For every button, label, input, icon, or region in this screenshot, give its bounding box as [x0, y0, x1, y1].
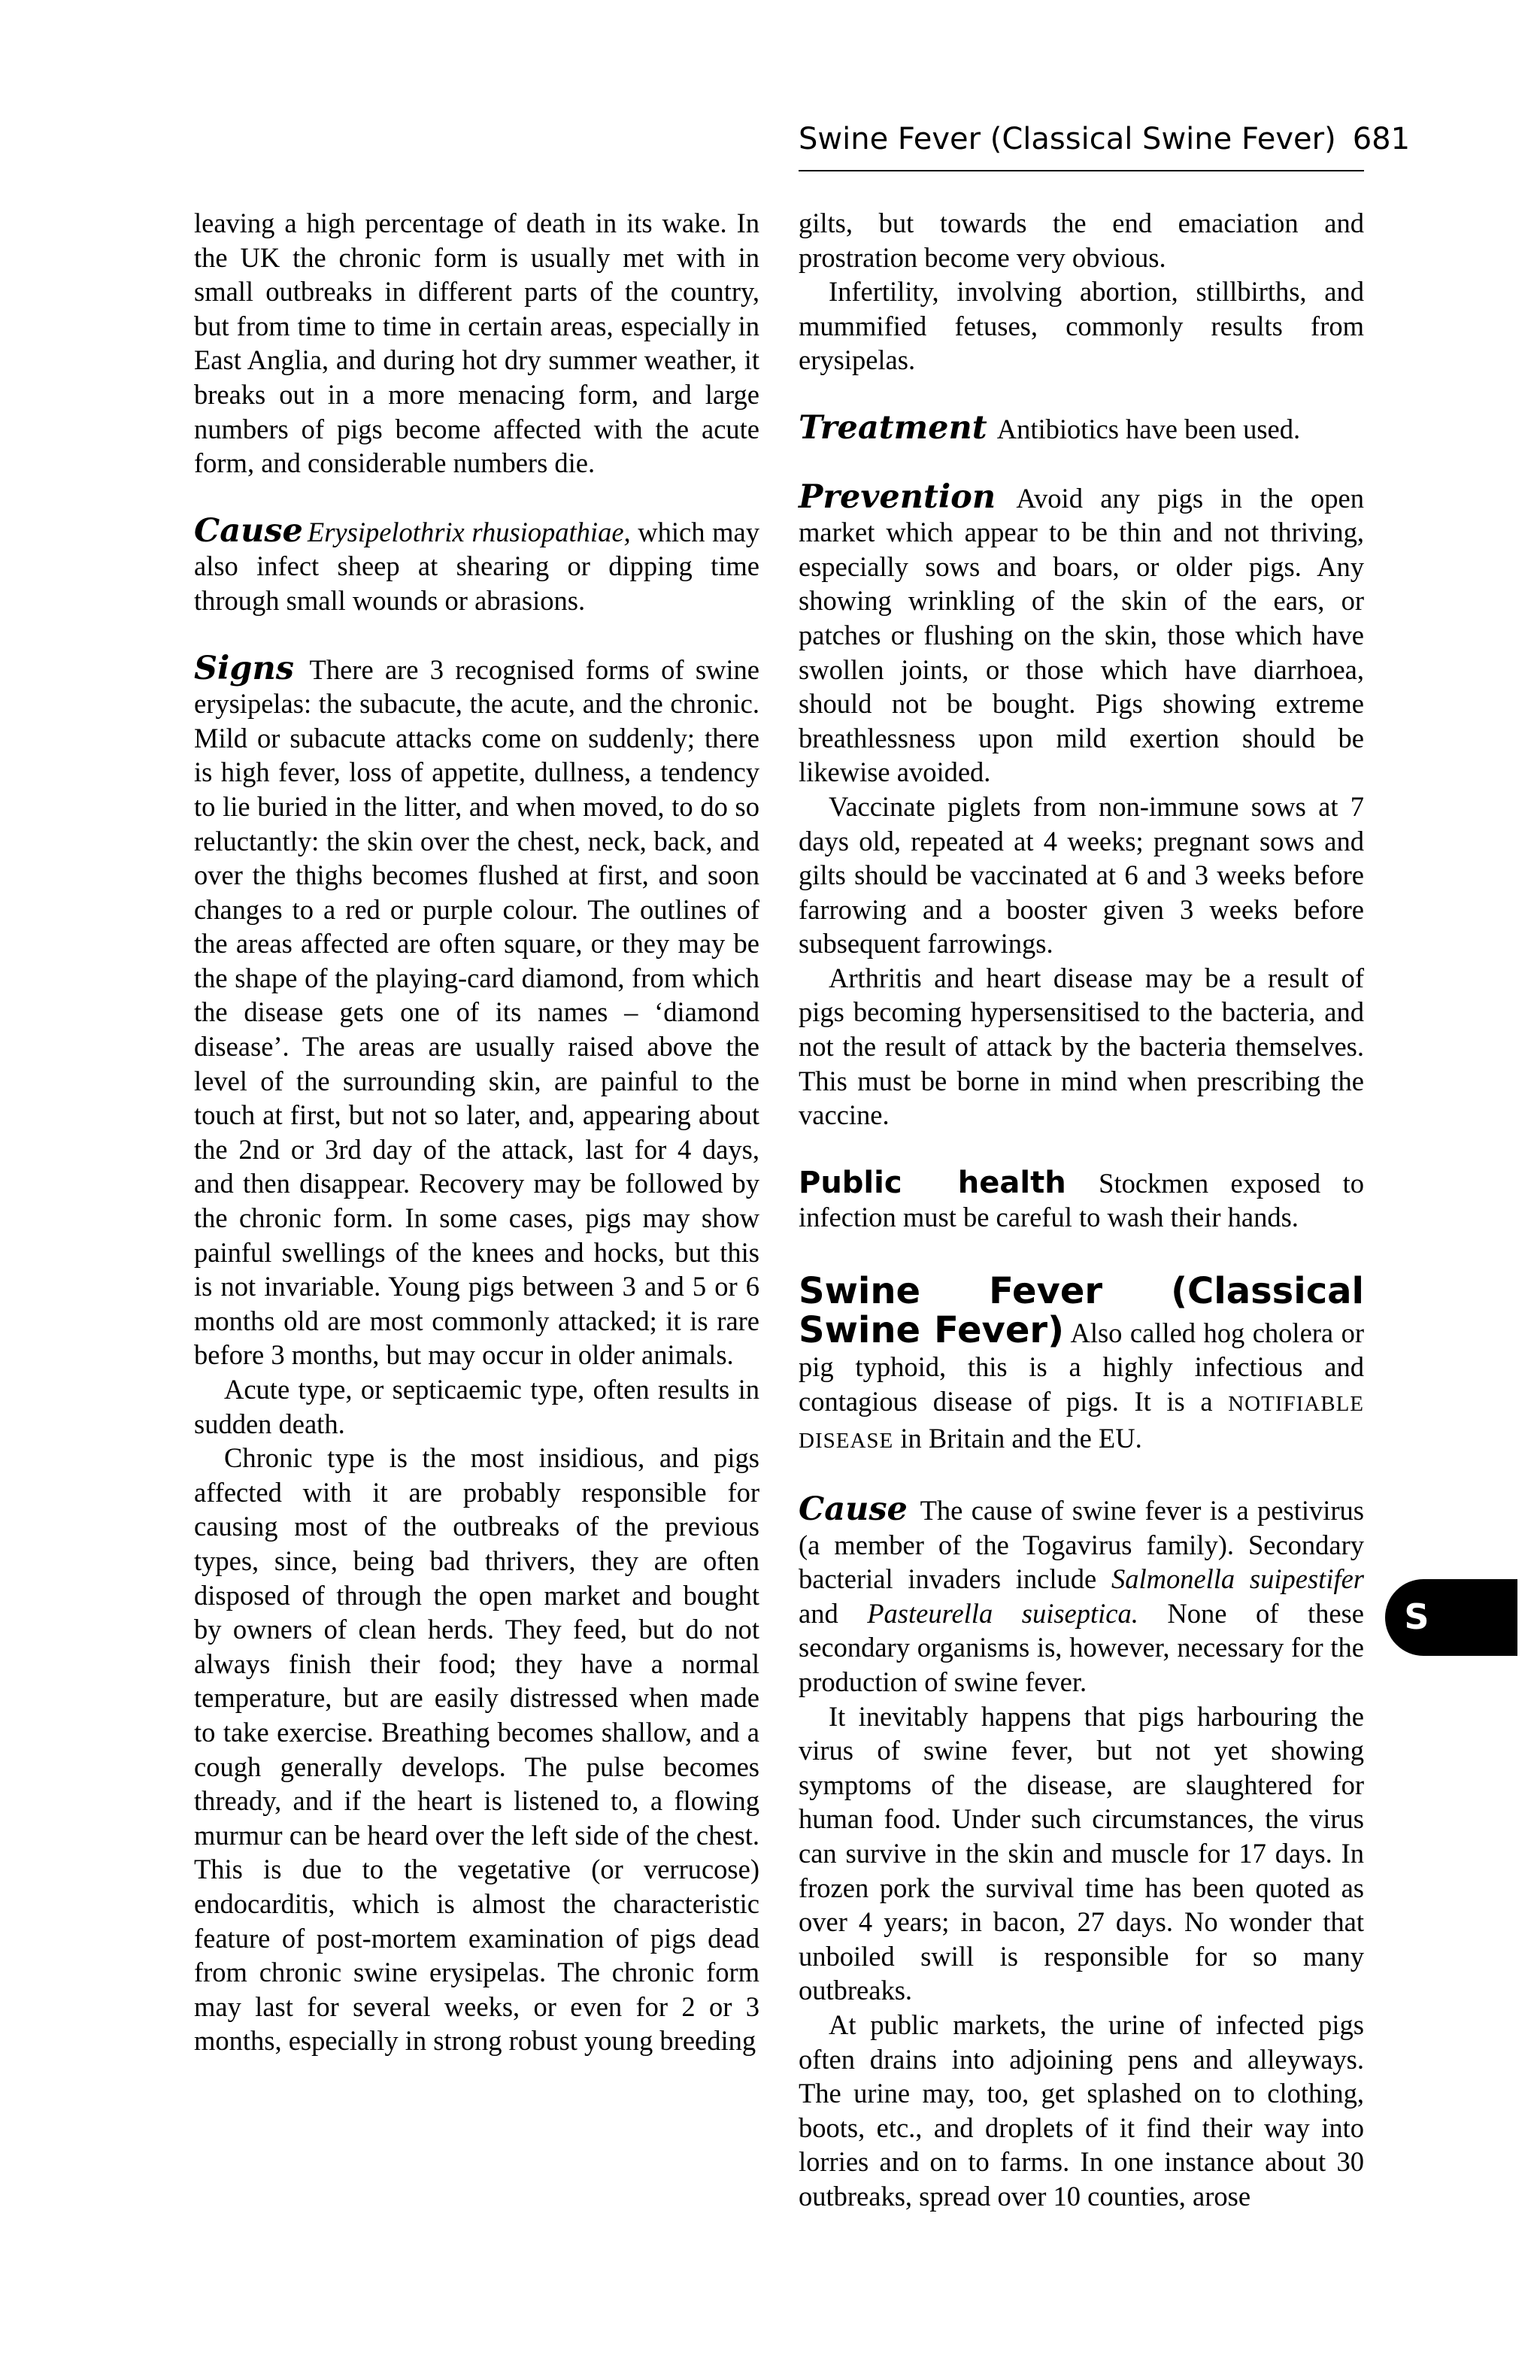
cause-heading: Cause [194, 511, 303, 550]
left-column [194, 206, 759, 2058]
signs-text: There are 3 recognised forms of swine erysipelas: the subacute, the acute, and the chronic. Mild or subacute attacks come on suddenly; there is high fever, loss of appetite, dullness, a tendency to lie buried in the litter, and when moved, to do so reluctantly: the skin over the chest, neck, back, and over the thighs becomes flushed at first, and soon changes to a red or purple colour. The outlines of the areas affected are often square, or they may be the shape of the playing-card diamond, from which the disease gets one of its names – ‘diamond disease’. The areas are usually raised above the level of the surrounding skin, are painful to the touch at first, but not so later, and, appearing about the 2nd or 3rd day of the attack, last for 4 days, and then disappear. Recovery may be followed by the chronic form. In some cases, pigs may show painful swellings of the knees and hocks, but this is not invariable. Young pigs between 3 and 5 or 6 months old are most commonly attacked; it is rare before 3 months, but may occur in older animals. [194, 653, 759, 1371]
thumb-tab-letter: S [1404, 1596, 1429, 1637]
treatment-text: Antibiotics have been used. [991, 413, 1301, 444]
header-rule [799, 170, 1364, 171]
running-title: Swine Fever (Classical Swine Fever) [799, 122, 1336, 156]
paragraph-gilts: gilts, but towards the end emaciation and prostration become very obvious. [799, 208, 1364, 273]
entry-text-b: in Britain and the EU. [893, 1423, 1142, 1454]
paragraph-inevitably: It inevitably happens that pigs harbouring the virus of swine fever, but not yet showing symptoms of the disease, are slaughtered for human food. Under such circumstances, the virus can survive in the skin and muscle for 17 days. In frozen pork the survival time has been quoted as over 4 years; in bacon, 27 days. No wonder that unboiled swill is responsible for so many outbreaks. [799, 1700, 1364, 2006]
cause-text-a: The cause of swine fever is a pestivirus (a member of the Togavirus family). Secondary bacterial invaders include [799, 1495, 1364, 1595]
prevention-text: Avoid any pigs in the open market which appear to be thin and not thriving, especially sows and boars, or older pigs. Any showing wrinkling of the skin of the ears, or patches or flushing on the skin, those which have swollen joints, or those which have diarrhoea, should not be bought. Pigs showing extreme breathlessness upon mild exertion should be likewise avoided. [799, 482, 1364, 788]
paragraph-vaccinate: Vaccinate piglets from non-immune sows at 7 days old, repeated at 4 weeks; pregnant sows and gilts should be vaccinated at 6 and 3 weeks before farrowing and a booster given 3 weeks before subsequent farrowings. [799, 790, 1364, 960]
entry-title: Swine Fever (Classical Swine Fever) [799, 1270, 1364, 1351]
signs-heading: Signs [194, 649, 294, 687]
cause-organism-pasteurella: Pasteurella suiseptica. [867, 1597, 1138, 1629]
paragraph-infertility: Infertility, involving abortion, stillbirths, and mummified fetuses, commonly results from erysipelas. [799, 276, 1364, 376]
paragraph-public-health [799, 1166, 1364, 1235]
entry-text-a: Also called hog cholera or pig typhoid, this is a highly infectious and contagious disease of pigs. It is a [799, 1317, 1364, 1417]
cause-organism-salmonella: Salmonella suipestifer [1111, 1563, 1365, 1595]
paragraph-markets: At public markets, the urine of infected pigs often drains into adjoining pens and alleyways. The urine may, too, get splashed on to clothing, boots, etc., and droplets of it find their way into lorries and on to farms. In one instance about 30 outbreaks, spread over 10 counties, arose [799, 2009, 1364, 2212]
public-health-text: Stockmen exposed to infection must be careful to wash their hands. [799, 1167, 1364, 1233]
entry-swine-fever [799, 1272, 1364, 1459]
prevention-heading: Prevention [799, 478, 996, 516]
paragraph-signs [194, 649, 759, 1372]
cause-organism: Erysipelothrix rhusiopathiae, [307, 516, 631, 547]
cause-text: which may also infect sheep at shearing or dipping time through small wounds or abrasions. [194, 516, 760, 616]
paragraph-cause [194, 511, 760, 618]
public-health-heading: Public health [799, 1165, 1066, 1200]
paragraph-chronic: Chronic type is the most insidious, and pigs affected with it are probably responsible for causing most of the outbreaks of the previous types, since, being bad thrivers, they are often disposed of through the open market and bought by owners of clean herds. They feed, but do not always finish their food; they have a normal temperature, but are easily distressed when made to take exercise. Breathing becomes shallow, and a cough generally develops. The pulse becomes thready, and if the heart is listened to, a flowing murmur can be heard over the left side of the chest. This is due to the vegetative (or verrucose) endocarditis, which is almost the characteristic feature of post-mortem examination of pigs dead from chronic swine erysipelas. The chronic form may last for several weeks, or even for 2 or 3 months, especially in strong robust young breeding [194, 1442, 759, 2057]
running-head [799, 122, 1411, 156]
paragraph-cause-swine-fever [799, 1490, 1365, 1699]
right-column [799, 206, 1364, 2213]
page-number: 681 [1352, 122, 1411, 156]
paragraph-treatment [799, 408, 1364, 447]
paragraph-prevention [799, 478, 1364, 790]
cause-heading-2: Cause [799, 1490, 908, 1528]
thumb-index-tab [1385, 1579, 1517, 1656]
cause-text-b: and [799, 1597, 868, 1629]
paragraph-continuation: leaving a high percentage of death in its wake. In the UK the chronic form is usually met with in small outbreaks in different parts of the country, but from time to time in certain areas, especially in East Anglia, and during hot dry summer weather, it breaks out in a more menacing form, and large numbers of pigs become affected with the acute form, and considerable numbers die. [194, 208, 759, 479]
paragraph-arthritis: Arthritis and heart disease may be a result of pigs becoming hypersensitised to the bacteria, and not the result of attack by the bacteria themselves. This must be borne in mind when prescribing the vaccine. [799, 962, 1364, 1131]
treatment-heading: Treatment [799, 408, 987, 447]
notifiable-disease-link: NOTIFIABLE DISEASE [799, 1391, 1364, 1454]
paragraph-acute: Acute type, or septicaemic type, often results in sudden death. [194, 1374, 759, 1439]
cause-text-c: None of these secondary organisms is, however, necessary for the production of swine fever. [799, 1597, 1364, 1697]
